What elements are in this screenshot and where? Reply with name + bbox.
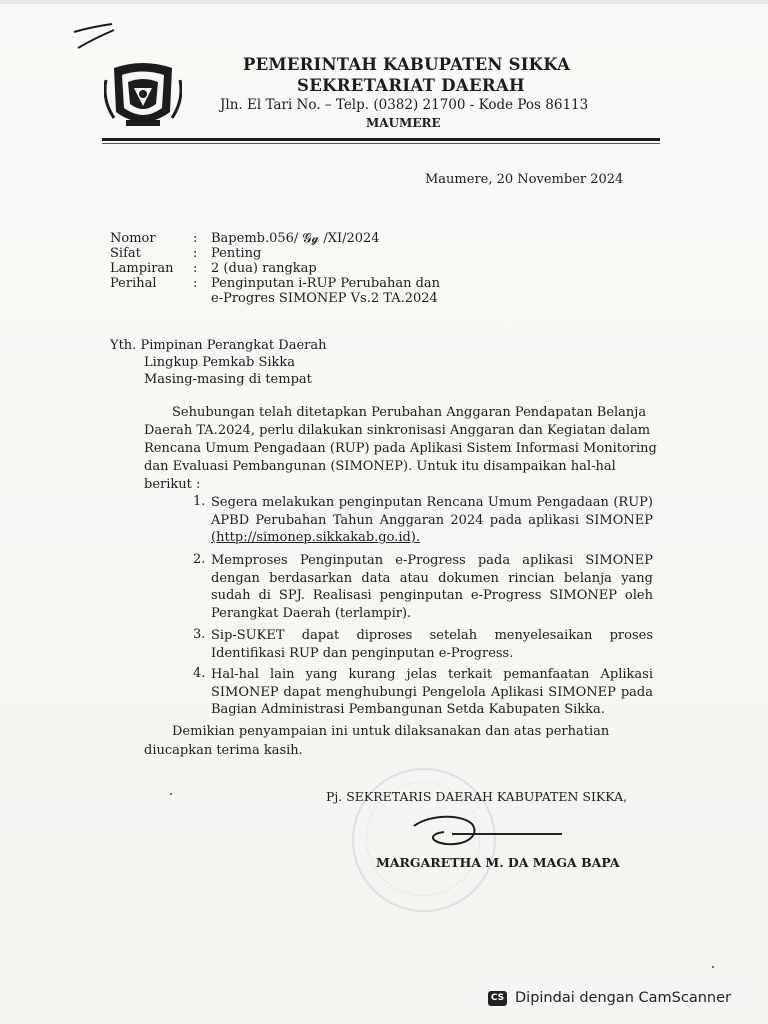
scan-speck [170, 793, 172, 795]
handwritten-mark [70, 18, 120, 52]
header-rule-thick [102, 138, 660, 141]
pen-stroke-2 [78, 30, 114, 48]
perihal-value-line1: Penginputan i-RUP Perubahan dan [211, 276, 441, 291]
item4-text: Hal-hal lain yang kurang jelas terkait pemanfaatan Aplikasi SIMONEP dapat menghubungi Pengelola Aplikasi SIMONEP pada Bagian Administrasi Pembangunan Setda Kabupaten Sikka. [211, 667, 653, 717]
letter-date: Maumere, 20 November 2024 [425, 172, 624, 187]
nomor-label: Nomor [110, 231, 156, 246]
simonep-link[interactable]: (http://simonep.sikkakab.go.id). [211, 530, 421, 545]
lampiran-value: 2 (dua) rangkap [211, 261, 317, 276]
intro-line4: dan Evaluasi Pembangunan (SIMONEP). Untuk itu disampaikan hal-hal [144, 459, 616, 474]
letterhead-city: MAUMERE [366, 116, 441, 130]
regency-emblem-icon [104, 60, 182, 132]
pen-stroke-1 [74, 24, 112, 32]
item3-text: Sip-SUKET dapat diproses setelah menyelesaikan proses Identifikasi RUP dan penginputan e-Progress. [211, 628, 653, 661]
item4-number: 4. [193, 666, 206, 681]
nomor-colon: : [193, 231, 198, 246]
scan-edge [0, 0, 768, 4]
letterhead-address: Jln. El Tari No. – Telp. (0382) 21700 - Kode Pos 86113 [220, 97, 589, 113]
intro-line3: Rencana Umum Pengadaan (RUP) pada Aplikasi Sistem Informasi Monitoring [144, 441, 657, 456]
nomor-value: Bapemb.056/ 𝓖𝓰 /XI/2024 [211, 231, 380, 246]
item1-number: 1. [193, 494, 206, 509]
intro-line2: Daerah TA.2024, perlu dilakukan sinkronisasi Anggaran dan Kegiatan dalam [144, 423, 651, 438]
header-rule-thin [102, 143, 660, 144]
sifat-colon: : [193, 246, 198, 261]
intro-line5: berikut : [144, 477, 201, 492]
camscanner-text: Dipindai dengan CamScanner [515, 990, 732, 1006]
closing-line2: diucapkan terima kasih. [144, 743, 303, 758]
lampiran-colon: : [193, 261, 198, 276]
recipient-line1: Yth. Pimpinan Perangkat Daerah [110, 338, 327, 353]
letterhead-government: PEMERINTAH KABUPATEN SIKKA [243, 55, 571, 74]
perihal-label: Perihal [110, 276, 157, 291]
perihal-colon: : [193, 276, 198, 291]
item2-number: 2. [193, 552, 206, 567]
letterhead-office: SEKRETARIAT DAERAH [297, 76, 525, 95]
item2-text: Memproses Penginputan e-Progress pada aplikasi SIMONEP dengan berdasarkan data atau dokumen rincian belanja yang sudah di SPJ. Realisasi penginputan e-Progress SIMONEP oleh Perangkat Daerah (terlampir). [211, 553, 653, 621]
recipient-line3: Masing-masing di tempat [144, 372, 312, 387]
sifat-value: Penting [211, 246, 262, 261]
item3-number: 3. [193, 627, 206, 642]
lampiran-label: Lampiran [110, 261, 174, 276]
handwritten-signature [410, 812, 484, 852]
item1-text [211, 494, 653, 547]
closing-line1: Demikian penyampaian ini untuk dilaksanakan dan atas perhatian [172, 724, 610, 739]
camscanner-logo-icon: CS [488, 991, 507, 1006]
signatory-name: MARGARETHA M. DA MAGA BAPA [376, 855, 620, 870]
perihal-value-line2: e-Progres SIMONEP Vs.2 TA.2024 [211, 291, 438, 306]
scan-speck [712, 966, 714, 968]
signatory-title: Pj. SEKRETARIS DAERAH KABUPATEN SIKKA, [326, 789, 628, 804]
signature-line [452, 833, 562, 835]
sifat-label: Sifat [110, 246, 141, 261]
intro-line1: Sehubungan telah ditetapkan Perubahan Anggaran Pendapatan Belanja [172, 405, 647, 420]
recipient-line2: Lingkup Pemkab Sikka [144, 355, 296, 370]
camscanner-watermark [472, 982, 754, 1014]
item1-body: Segera melakukan penginputan Rencana Umum Pengadaan (RUP) APBD Perubahan Tahun Anggaran 2024 pada aplikasi SIMONEP [211, 495, 653, 528]
